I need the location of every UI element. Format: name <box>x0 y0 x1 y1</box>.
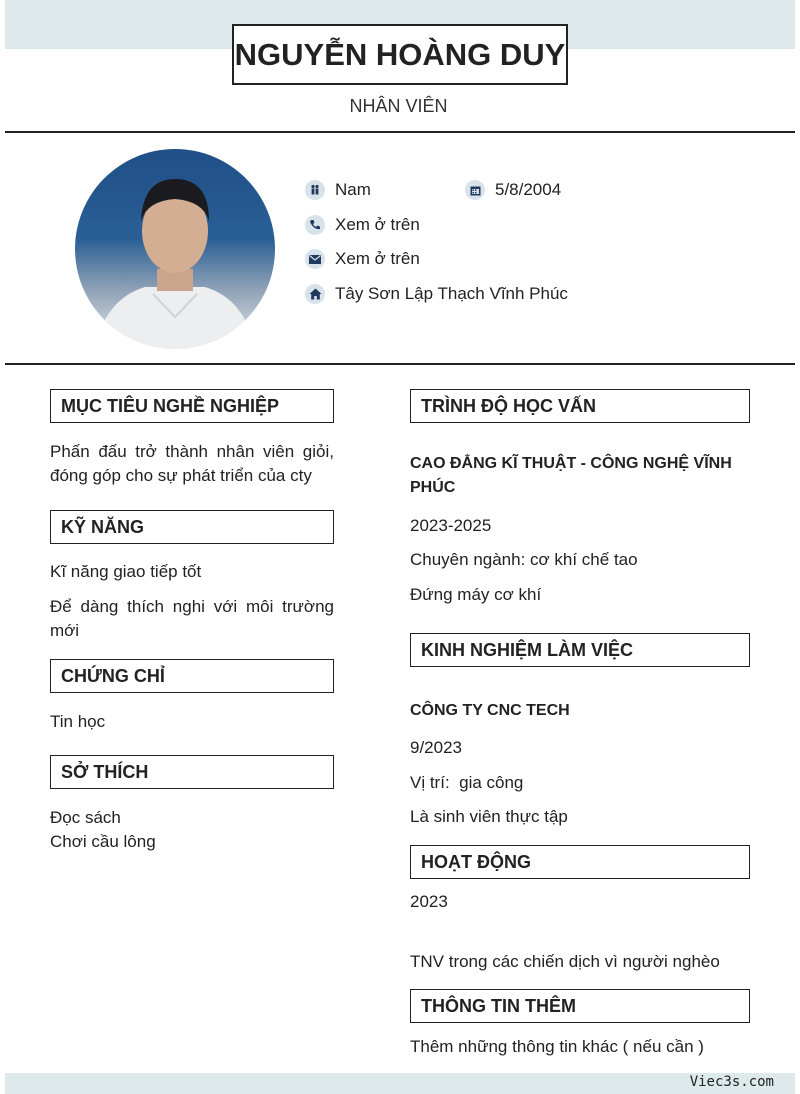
additional-heading: THÔNG TIN THÊM <box>410 989 750 1023</box>
certificates-heading: CHỨNG CHỈ <box>50 659 334 693</box>
hobby-item: Chơi cầu lông <box>50 832 156 851</box>
additional-text: Thêm những thông tin khác ( nếu cần ) <box>410 1037 704 1056</box>
gender-row <box>305 180 371 200</box>
education-note: Đứng máy cơ khí <box>410 585 542 604</box>
education-major: Chuyên ngành: cơ khí chế tao <box>410 550 638 569</box>
email-value: Xem ở trên <box>335 249 420 268</box>
calendar-icon <box>465 180 485 200</box>
divider-middle <box>5 363 795 365</box>
address-row <box>305 284 568 304</box>
footer-site[interactable]: Viec3s.com <box>689 1074 774 1090</box>
email-row <box>305 249 420 269</box>
skill-item: Để dàng thích nghi với môi trường mới <box>50 597 334 640</box>
envelope-icon <box>305 249 325 269</box>
education-period: 2023-2025 <box>410 516 492 535</box>
skill-item: Kĩ năng giao tiếp tốt <box>50 562 202 581</box>
experience-period: 9/2023 <box>410 738 462 757</box>
name-box <box>232 24 568 85</box>
job-title: NHÂN VIÊN <box>349 96 448 116</box>
home-icon <box>305 284 325 304</box>
certificate-item: Tin học <box>50 712 106 731</box>
hobbies-heading: SỞ THÍCH <box>50 755 334 789</box>
gender-value: Nam <box>335 180 371 199</box>
candidate-name: NGUYỄN HOÀNG DUY <box>234 36 566 72</box>
objective-heading: MỤC TIÊU NGHỀ NGHIỆP <box>50 389 334 423</box>
skills-heading: KỸ NĂNG <box>50 510 334 544</box>
education-heading: TRÌNH ĐỘ HỌC VẤN <box>410 389 750 423</box>
phone-icon <box>305 215 325 235</box>
experience-position: Vị trí: gia công <box>410 773 524 792</box>
activities-year: 2023 <box>410 892 448 911</box>
phone-value: Xem ở trên <box>335 215 420 234</box>
activities-text: TNV trong các chiến dịch vì người nghèo <box>410 952 720 971</box>
phone-row <box>305 215 420 235</box>
objective-text: Phấn đấu trở thành nhân viên giỏi, đóng góp cho sự phát triển của cty <box>50 442 334 485</box>
gender-icon <box>305 180 325 200</box>
education-school: CAO ĐẲNG KĨ THUẬT - CÔNG NGHỆ VĨNH PHÚC <box>410 455 732 496</box>
divider-top <box>5 131 795 133</box>
experience-note: Là sinh viên thực tập <box>410 807 568 826</box>
hobby-item: Đọc sách <box>50 808 121 827</box>
address-value: Tây Sơn Lập Thạch Vĩnh Phúc <box>335 284 568 303</box>
footer-band <box>5 1073 795 1094</box>
experience-company: CÔNG TY CNC TECH <box>410 702 570 719</box>
portrait-photo <box>75 149 275 349</box>
experience-heading: KINH NGHIỆM LÀM VIỆC <box>410 633 750 667</box>
avatar <box>75 149 275 349</box>
birthday-row <box>465 180 561 200</box>
activities-heading: HOẠT ĐỘNG <box>410 845 750 879</box>
birthday-value: 5/8/2004 <box>495 180 562 199</box>
